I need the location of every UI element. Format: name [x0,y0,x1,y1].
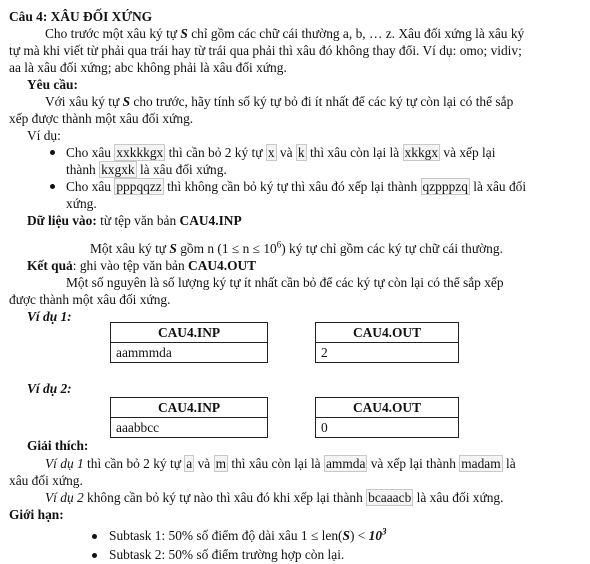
input-heading-line: Dữ liệu vào: từ tệp văn bản CAU4.INP [27,213,242,228]
output-line-1: Một số nguyên là số lượng ký tự ít nhất cần bỏ để các ký tự còn lại có thể sắp xếp [66,275,504,290]
output-line-2: được thành một xâu đối xứng. [9,292,171,307]
limits-heading: Giới hạn: [9,507,64,522]
bullet-dot [92,534,97,539]
example-1-label: Ví dụ 1: [27,309,72,324]
subtask-2: Subtask 2: 50% số điểm trường hợp còn lại. [109,547,345,562]
bullet-dot [50,184,55,189]
table-header: CAU4.INP [111,398,268,418]
example-2-label: Ví dụ 2: [27,381,72,396]
table-cell: aammmda [111,343,268,363]
table-header: CAU4.OUT [316,398,459,418]
bullet-1-line-1: Cho xâu xxkkkgx thì cần bỏ 2 ký tự x và k thì xâu còn lại là xkkgx và xếp lại [66,145,496,160]
example-1-output-table [315,322,459,363]
explanation-line-1: Ví dụ 1 thì cần bỏ 2 ký tự a và m thì xâu còn lại là ammda và xếp lại thành madam là [45,456,516,471]
explanation-heading: Giải thích: [27,438,89,453]
problem-title: Câu 4: XÂU ĐỐI XỨNG [9,9,153,24]
input-description: Một xâu ký tự S gồm n $(1 \le n \le 10^6)$ ký tự chỉ gồm các ký tự chữ cái thường. [90,239,503,256]
example-1-input-table [110,322,268,363]
intro-line-3: aa là xâu đối xứng; abc không phải là xâu đối xứng. [9,60,287,75]
bullet-dot [92,553,97,558]
table-header: CAU4.OUT [316,323,459,343]
bullet-1-line-2: thành kxgxk là xâu đối xứng. [66,162,227,177]
example-intro-label: Ví dụ: [27,128,61,143]
bullet-2-line-2: xứng. [66,196,97,211]
bullet-dot [50,150,55,155]
subtask-1: Subtask 1: 50% số điểm độ dài xâu $1 \le len(S) < 10^3$ [109,526,387,543]
intro-line-2: tự mà khi viết từ phải qua trái hay từ trái qua phải thì xâu đó không thay đổi. Ví dụ: omo; vidiv; [9,43,522,58]
requirements-heading: Yêu cầu: [27,77,78,92]
example-2-output-table [315,397,459,438]
intro-line-1: Cho trước một xâu ký tự S chỉ gồm các chữ cái thường a, b, … z. Xâu đối xứng là xâu ký [45,26,525,41]
explanation-line-2: xâu đối xứng. [9,473,83,488]
requirements-line-2: xếp được thành một xâu đối xứng. [9,111,194,126]
table-cell: 2 [316,343,459,363]
requirements-line-1: Với xâu ký tự S cho trước, hãy tính số ký tự bỏ đi ít nhất để các ký tự còn lại có thể sắp [45,94,514,109]
table-cell: 0 [316,418,459,438]
table-cell: aaabbcc [111,418,268,438]
table-header: CAU4.INP [111,323,268,343]
explanation-line-3: Ví dụ 2 không cần bỏ ký tự nào thì xâu đó khi xếp lại thành bcaaacb là xâu đối xứng. [45,490,504,505]
output-heading-line: Kết quả: ghi vào tệp văn bản CAU4.OUT [27,258,257,273]
bullet-2-line-1: Cho xâu pppqqzz thì không cần bỏ ký tự thì xâu đó xếp lại thành qzpppzq là xâu đối [66,179,527,194]
example-2-input-table [110,397,268,438]
